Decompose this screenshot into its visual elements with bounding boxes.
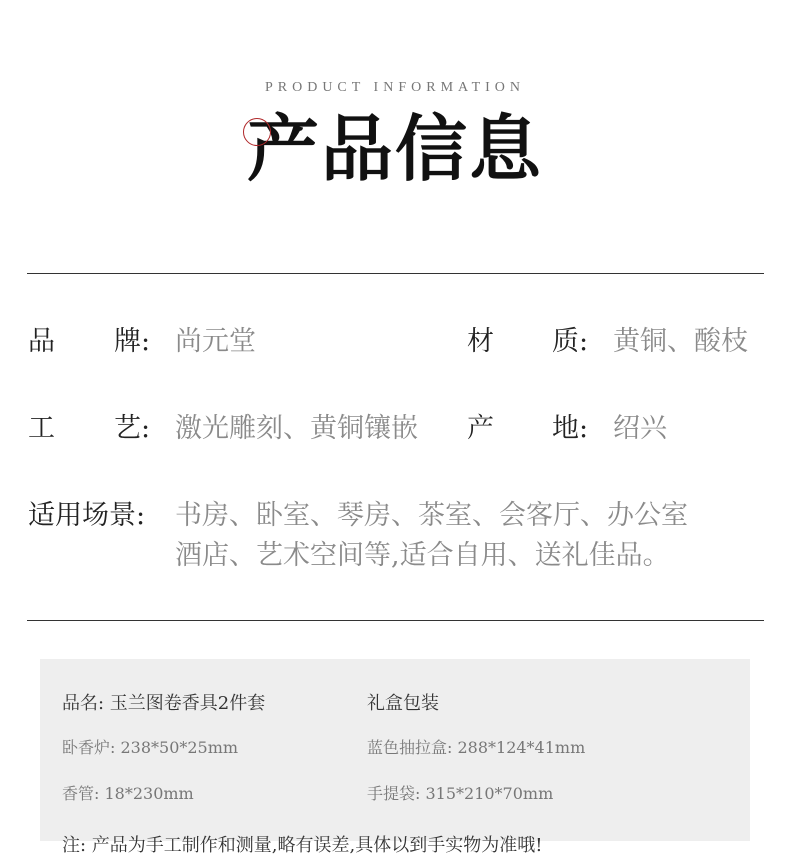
- title-wrap: [0, 104, 790, 194]
- craft-value: 激光雕刻、黄铜镶嵌: [175, 413, 418, 444]
- craft-label-a: 工: [28, 413, 55, 444]
- packaging: 礼盒包装: [367, 693, 439, 714]
- product-name: 品名: 玉兰图卷香具2件套: [62, 693, 266, 714]
- origin-label-b: 地:: [552, 413, 589, 444]
- bag-size: 手提袋: 315*210*70mm: [367, 784, 554, 803]
- brand-label-a: 品: [28, 326, 55, 357]
- scenes-label: 适用场景:: [28, 500, 146, 531]
- scenes-value-line1: 书房、卧室、琴房、茶室、会客厅、办公室: [175, 500, 688, 531]
- divider-bottom: [27, 620, 764, 621]
- package-info-card: [40, 659, 750, 856]
- origin-value: 绍兴: [613, 413, 667, 444]
- craft-label-b: 艺:: [114, 413, 151, 444]
- subtitle: PRODUCT INFORMATION: [264, 80, 526, 95]
- scenes-value-line2: 酒店、艺术空间等,适合自用、送礼佳品。: [175, 540, 670, 571]
- tube-size: 香管: 18*230mm: [62, 784, 194, 803]
- box-size: 蓝色抽拉盒: 288*124*41mm: [367, 738, 586, 757]
- brand-label-b: 牌:: [114, 326, 151, 357]
- origin-label-a: 产: [467, 413, 494, 444]
- page-title: [247, 104, 543, 194]
- page-title-text: 产品信息: [246, 106, 543, 191]
- handmade-note: 注: 产品为手工制作和测量,略有误差,具体以到手实物为准哦!: [62, 835, 543, 856]
- material-value: 黄铜、酸枝: [613, 326, 748, 357]
- red-circle-ornament: [243, 118, 271, 146]
- divider-top: [27, 273, 764, 274]
- material-label-a: 材: [467, 326, 494, 357]
- burner-size: 卧香炉: 238*50*25mm: [62, 738, 239, 757]
- brand-value: 尚元堂: [175, 326, 256, 357]
- material-label-b: 质:: [552, 326, 589, 357]
